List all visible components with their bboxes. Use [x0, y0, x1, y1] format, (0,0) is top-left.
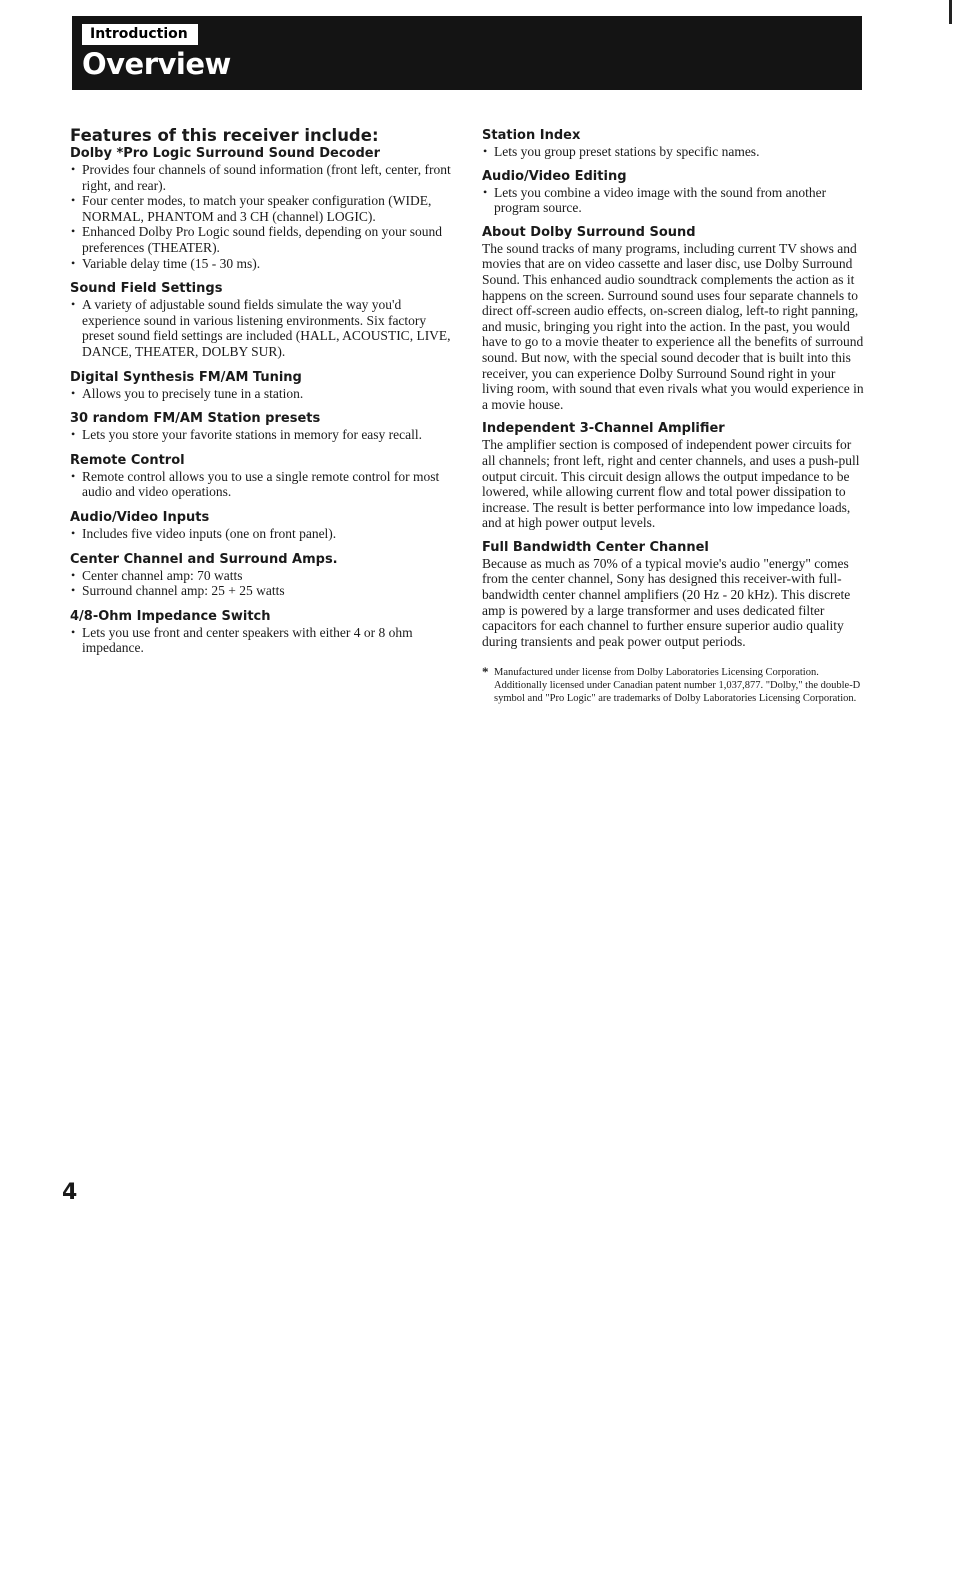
list-item: [70, 162, 460, 193]
bullet-icon: •: [71, 193, 76, 208]
bullet-icon: •: [71, 385, 76, 400]
list-item-text: Center channel amp: 70 watts: [82, 567, 243, 583]
bullet-list: [70, 427, 460, 443]
paragraph: The sound tracks of many programs, including current TV shows and movies that are on video cassette and laser disc, use Dolby Surround Sound. This enhanced audio soundtrack complements the action as it happens on the screen. Surround sound uses four separate channels to direct off-screen audio effects, on-screen dialog, left-to right panning, and music, bringing you right into the action. In the past, you would have to go to a movie theater to experience all the benefits of surround sound. But now, with the special sound decoder that is built into this receiver, you can experience Dolby Surround Sound right in your living room, with sound that even rivals what you would experience in a movie house.: [482, 240, 864, 412]
section-title: Remote Control: [70, 452, 185, 468]
list-item: [70, 256, 460, 272]
list-item-text: Surround channel amp: 25 + 25 watts: [82, 583, 285, 599]
list-item: [70, 568, 460, 584]
section-title: Center Channel and Surround Amps.: [70, 551, 338, 567]
page-title: Overview: [82, 47, 231, 81]
list-item-text: Four center modes, to match your speaker configuration (WIDE, NORMAL, PHANTOM and 3 CH (channel) LOGIC).: [82, 193, 432, 224]
bullet-list: [70, 162, 460, 271]
footnote-text: Manufactured under license from Dolby Laboratories Licensing Corporation. Additionally licensed under Canadian patent number 1,037,877. "Dolby," the double-D symbol and "Pro Logic" are trademarks of Dolby Laboratories Licensing Corporation.: [494, 667, 861, 705]
list-item: [70, 469, 460, 500]
bullet-list: [70, 625, 460, 656]
list-item: [70, 224, 460, 255]
list-item-text: Includes five video inputs (one on front panel).: [82, 525, 337, 541]
list-item: [70, 297, 460, 359]
list-item-text: Variable delay time (15 - 30 ms).: [82, 255, 261, 271]
section-center-channel: [482, 540, 868, 650]
bullet-icon: •: [71, 567, 76, 582]
section-station-index: [482, 128, 868, 160]
list-item: [70, 386, 460, 402]
page-number: 4: [62, 1180, 78, 1205]
bullet-icon: •: [71, 224, 76, 239]
bullet-icon: •: [71, 255, 76, 270]
bullet-list: [70, 568, 460, 599]
section-av-inputs: [70, 510, 460, 542]
features-heading: Features of this receiver include:: [70, 126, 379, 145]
list-item: [70, 625, 460, 656]
list-item: [482, 185, 868, 216]
list-item-text: Allows you to precisely tune in a station.: [82, 385, 304, 401]
paragraph: Because as much as 70% of a typical movie's audio "energy" comes from the center channel, Sony has designed this receiver-with full-bandwidth center channel amplifiers (20 Hz - 20 kHz). This discrete amp is powered by a large transformer and uses dedicated filter capacitors for each channel to further ensure superior audio quality during transients and peak power output periods.: [482, 555, 851, 649]
section-amps: [70, 552, 460, 599]
header-bar: [72, 16, 862, 90]
bullet-icon: •: [483, 144, 488, 158]
list-item-text: Lets you use front and center speakers with either 4 or 8 ohm impedance.: [82, 624, 413, 656]
list-item: [482, 144, 868, 160]
list-item-text: Remote control allows you to use a single remote control for most audio and video operations.: [82, 468, 440, 500]
bullet-icon: •: [71, 468, 76, 483]
list-item: [70, 583, 460, 599]
bullet-list: [70, 526, 460, 542]
list-item-text: Provides four channels of sound information (front left, center, front right, and rear).: [82, 162, 451, 193]
section-sound-field: [70, 281, 460, 359]
bullet-icon: •: [71, 525, 76, 540]
section-av-editing: [482, 169, 868, 216]
bullet-list: [70, 469, 460, 500]
list-item-text: Lets you store your favorite stations in memory for easy recall.: [82, 427, 423, 443]
bullet-list: [482, 144, 868, 160]
section-title: Independent 3-Channel Amplifier: [482, 421, 725, 437]
section-title: 4/8-Ohm Impedance Switch: [70, 608, 271, 624]
list-item: [70, 193, 460, 224]
paragraph: The amplifier section is composed of independent power circuits for all channels; front left, right and center channels, and uses a push-pull output circuit. This circuit design allows the output impedance to be lowered, while allowing current flow and total power dissipation to increase. The result is better performance into low impedance loads, and at high power output levels.: [482, 437, 860, 531]
section-title: 30 random FM/AM Station presets: [70, 411, 321, 427]
bullet-icon: •: [483, 184, 488, 199]
section-title: About Dolby Surround Sound: [482, 224, 696, 240]
section-dolby-surround: [482, 225, 868, 413]
bullet-icon: •: [71, 427, 76, 442]
section-pro-logic: [70, 146, 460, 271]
section-remote: [70, 453, 460, 500]
section-title: Full Bandwidth Center Channel: [482, 539, 709, 555]
list-item-text: Enhanced Dolby Pro Logic sound fields, depending on your sound preferences (THEATER).: [82, 224, 442, 255]
list-item-text: Lets you combine a video image with the sound from another program source.: [494, 184, 827, 216]
bullet-list: [482, 185, 868, 216]
footnote-mark: *: [482, 664, 489, 680]
bullet-icon: •: [71, 583, 76, 598]
list-item: [70, 526, 460, 542]
section-title: Station Index: [482, 128, 581, 143]
edge-mark: [949, 0, 952, 24]
section-title: Dolby *Pro Logic Surround Sound Decoder: [70, 146, 381, 161]
section-presets: [70, 411, 460, 443]
section-impedance: [70, 609, 460, 656]
section-title: Audio/Video Editing: [482, 168, 627, 184]
section-title: Sound Field Settings: [70, 281, 223, 297]
footnote: [482, 664, 868, 705]
list-item-text: A variety of adjustable sound fields simulate the way you'd experience sound in various listening environments. Six factory preset sound field settings are included (HALL, ACOUSTIC, LIVE, DANCE, THEATER, DOLBY SUR).: [82, 297, 451, 359]
left-column: [70, 126, 460, 666]
bullet-icon: •: [71, 624, 76, 639]
list-item-text: Lets you group preset stations by specific names.: [494, 144, 760, 159]
right-column: [482, 128, 868, 706]
section-title: Digital Synthesis FM/AM Tuning: [70, 369, 302, 385]
bullet-list: [70, 386, 460, 402]
section-tuning: [70, 370, 460, 402]
section-amplifier: [482, 421, 868, 531]
list-item: [70, 427, 460, 443]
section-tab: Introduction: [82, 24, 198, 45]
section-title: Audio/Video Inputs: [70, 509, 210, 525]
bullet-list: [70, 297, 460, 359]
bullet-icon: •: [71, 162, 76, 176]
bullet-icon: •: [71, 297, 76, 312]
